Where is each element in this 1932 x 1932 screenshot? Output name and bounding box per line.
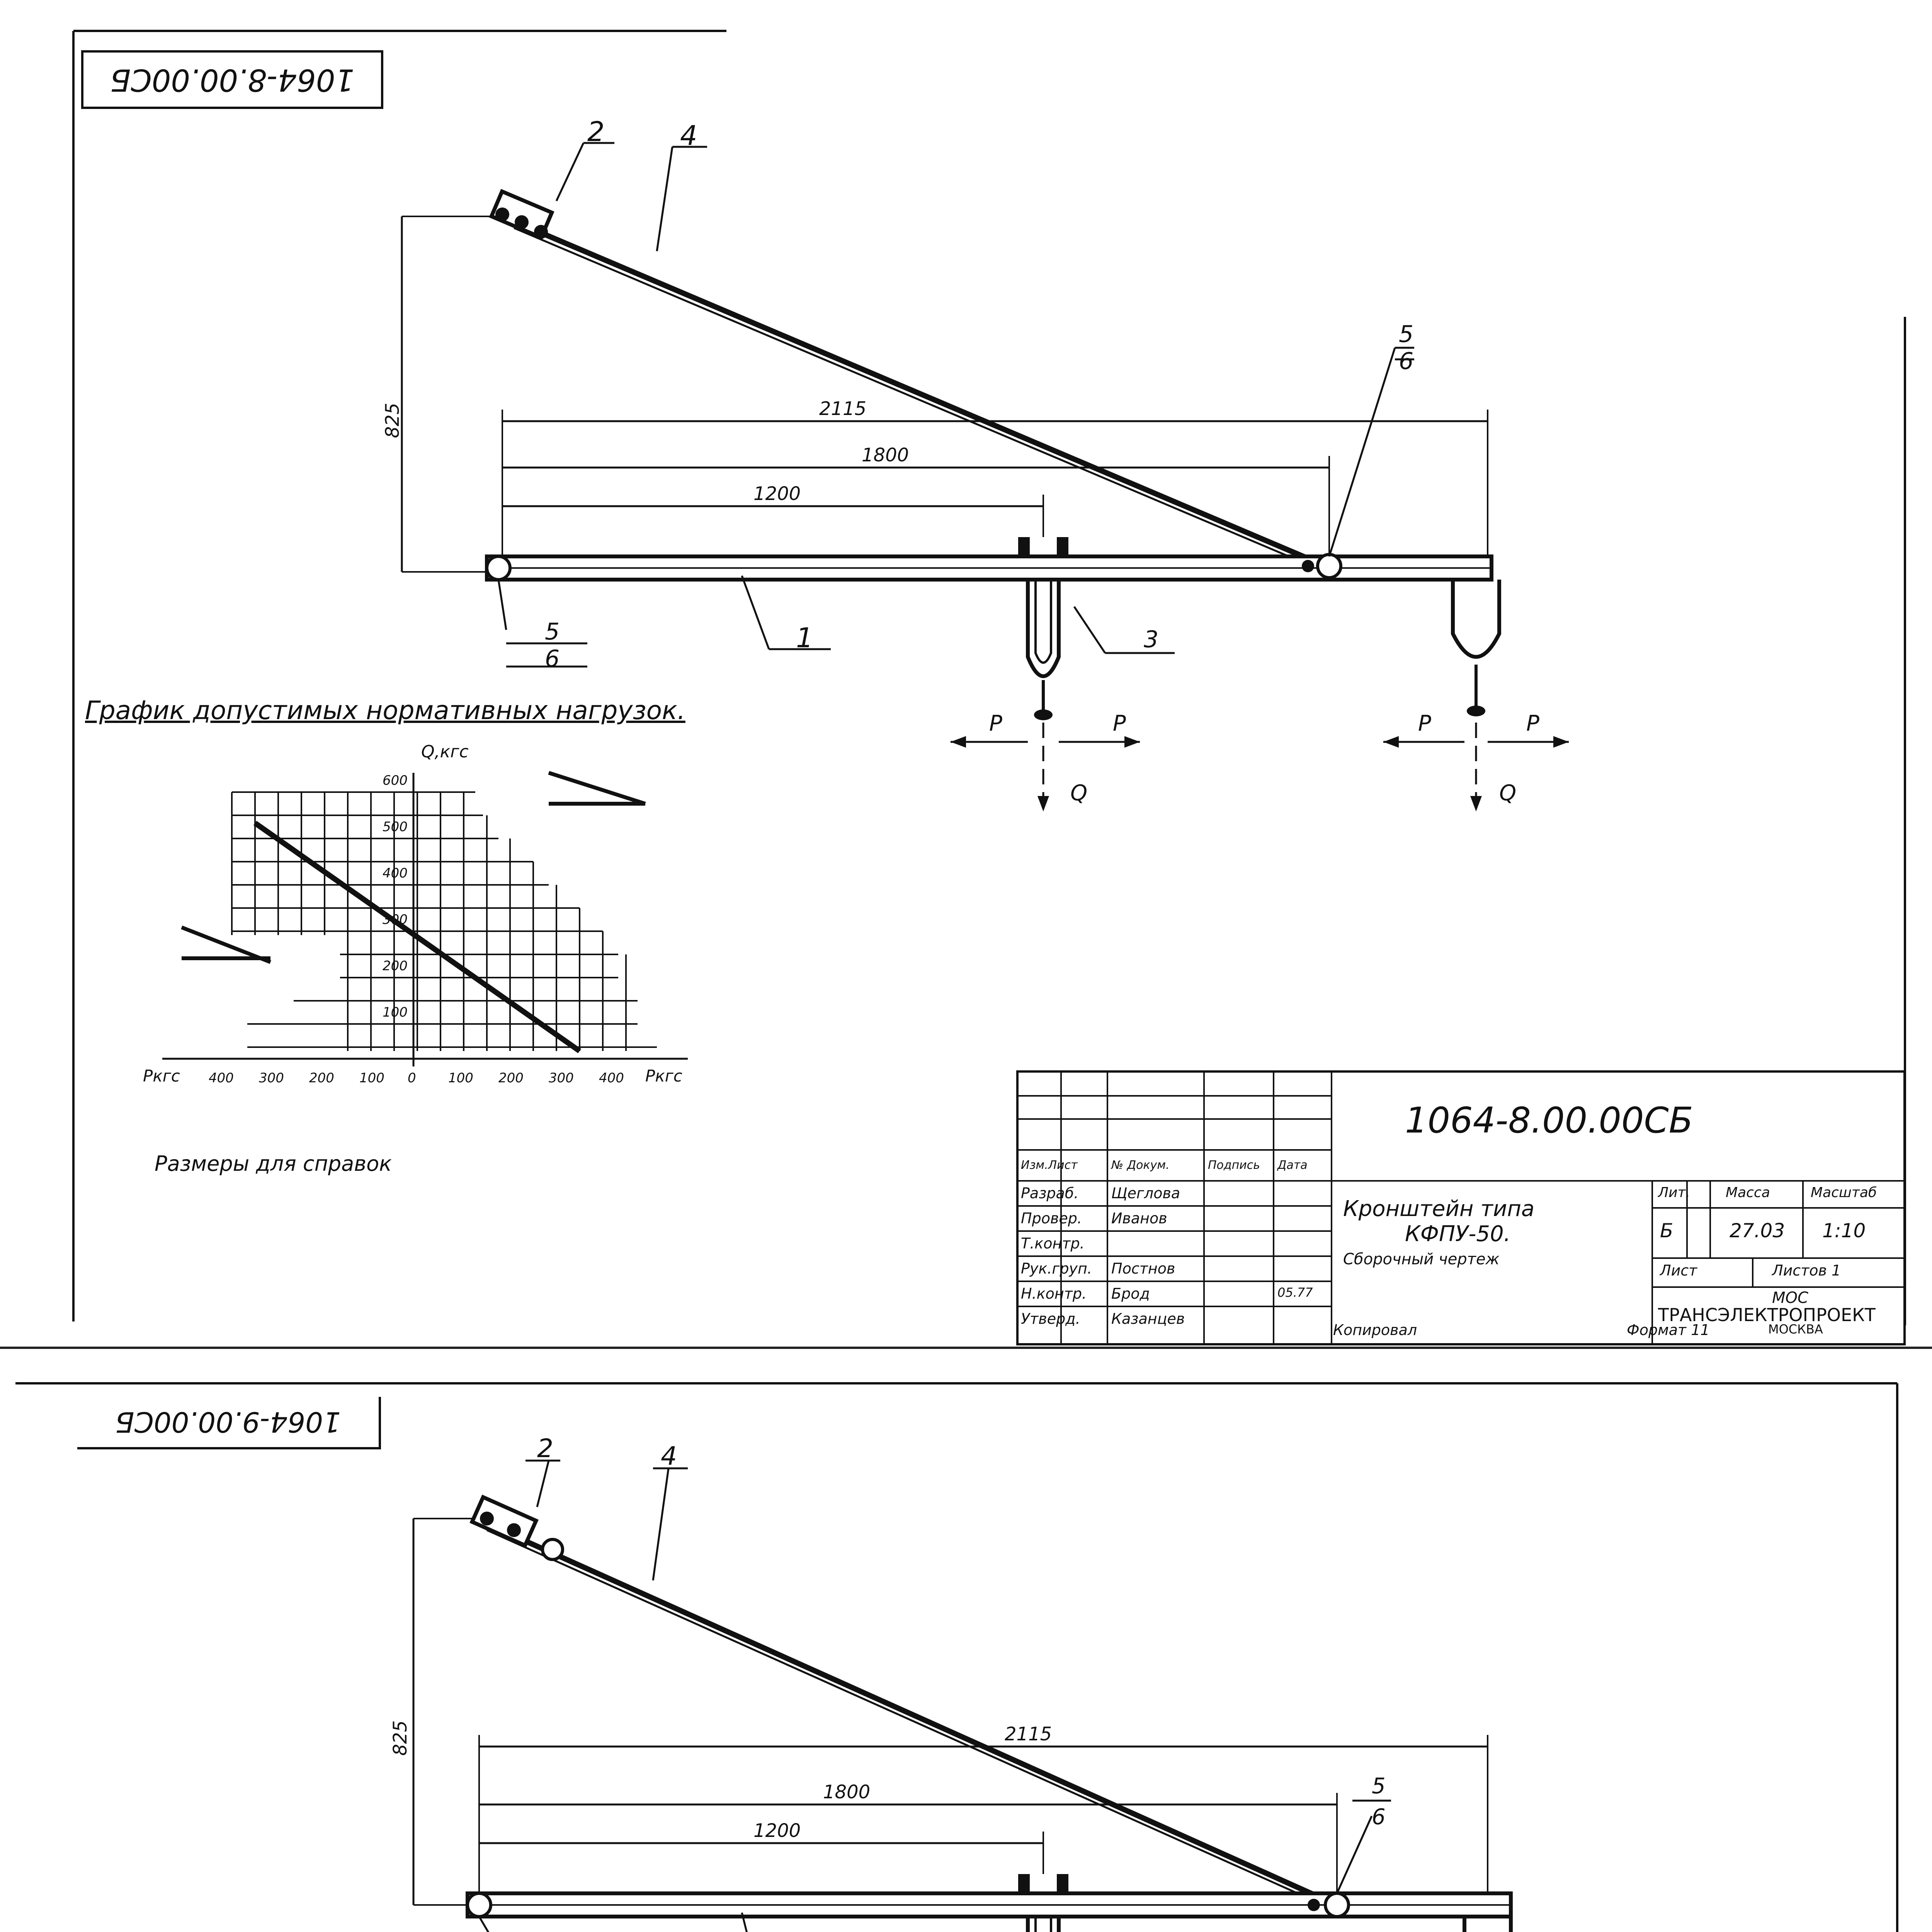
tb-row-name: Постнов xyxy=(1111,1260,1175,1277)
title-block-name-2: КФПУ-50. xyxy=(1405,1221,1511,1247)
title-block-doc-type: Сборочный чертеж xyxy=(1343,1250,1500,1268)
dim-1200: 1200 xyxy=(753,1820,801,1842)
graph-xtick: 200 xyxy=(498,1070,524,1086)
graph-ytick: 100 xyxy=(383,1005,408,1020)
dim-1800: 1800 xyxy=(862,444,909,466)
tb-row-name: № Докум. xyxy=(1111,1158,1170,1172)
title-block-scale-label: Масштаб xyxy=(1811,1185,1877,1201)
callout-5: 5 xyxy=(1372,1774,1386,1799)
graph-ytick: 200 xyxy=(383,958,408,974)
load-graph-bottom xyxy=(0,1364,1932,1932)
tb-row-role: Рук.груп. xyxy=(1021,1260,1092,1277)
callout-5-left: 5 xyxy=(545,618,560,645)
graph-ytick: 400 xyxy=(383,866,408,881)
load-q-2: Q xyxy=(1499,781,1517,806)
graph-xtick: 100 xyxy=(359,1070,384,1086)
graph-xtick: 200 xyxy=(309,1070,334,1086)
load-p-2: P xyxy=(1113,711,1126,736)
tb-row-date: 05.77 xyxy=(1277,1285,1313,1300)
title-block-lit-label: Лит. xyxy=(1658,1185,1690,1201)
title-block-org-2: ТРАНСЭЛЕКТРОПРОЕКТ xyxy=(1658,1304,1876,1325)
tb-row-name: Иванов xyxy=(1111,1210,1167,1227)
callout-6-left: 6 xyxy=(545,645,560,672)
title-block-code: 1064-8.00.00СБ xyxy=(1405,1100,1693,1141)
graph-xtick: 400 xyxy=(599,1070,624,1086)
load-q-1: Q xyxy=(1070,781,1088,806)
sheet-divider xyxy=(0,1347,1932,1349)
callout-3: 3 xyxy=(1144,626,1159,653)
mirrored-stamp-code: 1064-8.00.00СБ xyxy=(110,62,355,97)
title-block-name-1: Кронштейн типа xyxy=(1343,1196,1535,1221)
dim-2115: 2115 xyxy=(819,398,867,420)
title-block-top xyxy=(1016,1070,1906,1345)
callout-2: 2 xyxy=(537,1434,553,1463)
tb-row-name: Казанцев xyxy=(1111,1310,1185,1327)
dim-1800: 1800 xyxy=(823,1781,871,1803)
graph-y-label: Q,кгс xyxy=(421,742,469,762)
title-block-mass: 27.03 xyxy=(1730,1219,1785,1242)
tb-row-date: Дата xyxy=(1277,1158,1308,1172)
graph-title: График допустимых нормативных нагрузок. xyxy=(85,696,685,725)
mirrored-stamp-code: 1064-9.00.00СБ xyxy=(115,1406,341,1438)
footer-format: Формат 11 xyxy=(1627,1321,1710,1338)
tb-row-role: Изм.Лист xyxy=(1021,1158,1078,1172)
title-block-org-1: МОС xyxy=(1772,1289,1808,1307)
tb-row-role: Разраб. xyxy=(1021,1185,1079,1202)
graph-ytick: 600 xyxy=(383,773,408,788)
reference-note: Размеры для справок xyxy=(155,1151,392,1176)
title-block-sheet-label: Лист xyxy=(1660,1262,1697,1279)
tb-row-role: Н.контр. xyxy=(1021,1285,1087,1302)
load-p-3: P xyxy=(1418,711,1431,736)
title-block-org-3: МОСКВА xyxy=(1768,1322,1823,1337)
graph-xtick: 100 xyxy=(448,1070,473,1086)
callout-4: 4 xyxy=(680,120,697,151)
dim-vertical: 825 xyxy=(381,403,403,438)
graph-x-label-right: Ркгс xyxy=(645,1066,682,1085)
load-p-1: P xyxy=(989,711,1002,736)
title-block-sheets-label: Листов 1 xyxy=(1772,1262,1841,1279)
load-p-4: P xyxy=(1526,711,1539,736)
graph-x-label-left: Ркгс xyxy=(143,1066,180,1085)
dim-2115: 2115 xyxy=(1005,1723,1052,1745)
tb-row-sign: Подпись xyxy=(1208,1158,1260,1172)
title-block-lit: Б xyxy=(1660,1219,1673,1242)
title-block-mass-label: Масса xyxy=(1726,1185,1770,1201)
callout-6: 6 xyxy=(1399,348,1414,375)
graph-ytick: 300 xyxy=(383,912,408,927)
dim-1200: 1200 xyxy=(753,483,801,505)
tb-row-name: Щеглова xyxy=(1111,1185,1180,1202)
graph-grid xyxy=(232,792,657,1051)
callout-2: 2 xyxy=(587,116,605,148)
callout-4: 4 xyxy=(661,1441,677,1471)
title-block-scale: 1:10 xyxy=(1822,1219,1866,1242)
graph-xtick: 300 xyxy=(259,1070,284,1086)
tb-row-role: Т.контр. xyxy=(1021,1235,1085,1252)
drawing-sheet-bottom xyxy=(0,1364,1932,1932)
graph-xtick: 0 xyxy=(408,1070,416,1086)
graph-xtick: 300 xyxy=(549,1070,574,1086)
dim-vertical: 825 xyxy=(389,1720,411,1756)
callout-1: 1 xyxy=(796,622,813,654)
tb-row-name: Брод xyxy=(1111,1285,1150,1302)
graph-xtick: 400 xyxy=(209,1070,234,1086)
tb-row-role: Утверд. xyxy=(1021,1310,1080,1327)
callout-6: 6 xyxy=(1372,1804,1386,1830)
tb-row-role: Провер. xyxy=(1021,1210,1082,1227)
graph-ytick: 500 xyxy=(383,819,408,835)
footer-copied-by: Копировал xyxy=(1333,1321,1417,1338)
callout-5: 5 xyxy=(1399,321,1414,348)
